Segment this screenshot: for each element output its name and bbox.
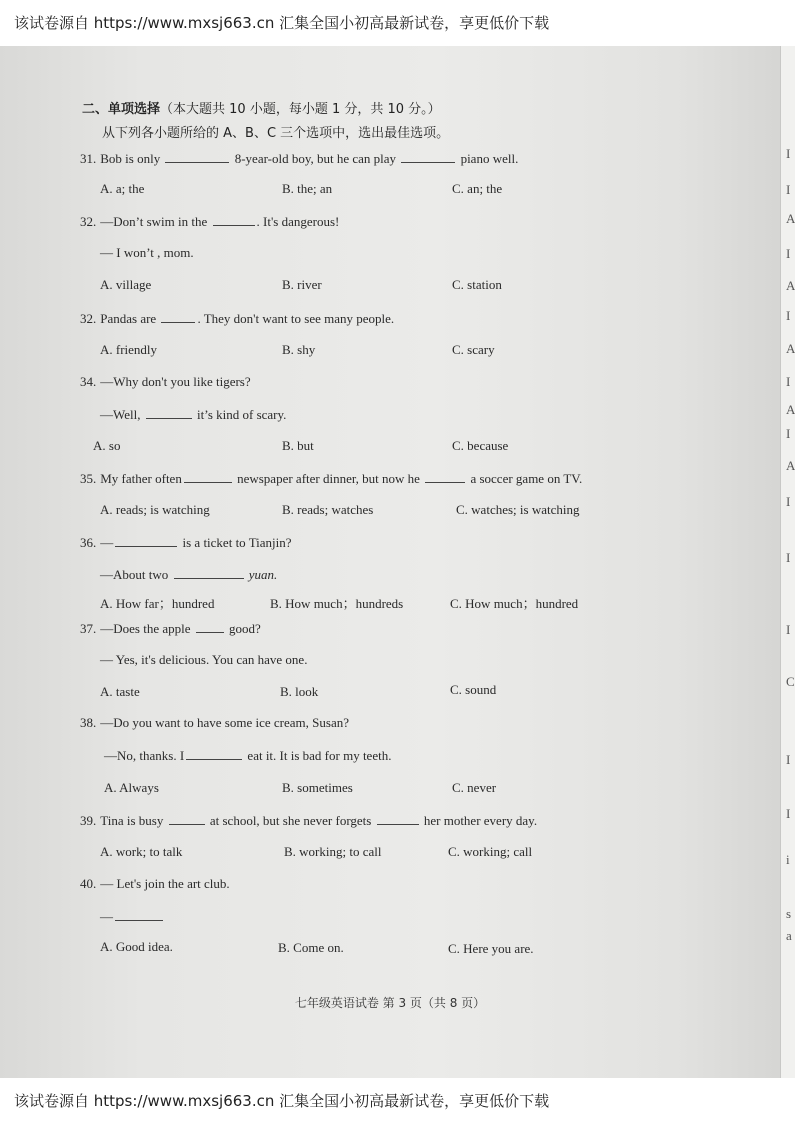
option-b: B. reads; watches <box>282 502 374 517</box>
question-38: 38. —Do you want to have some ice cream, Susan? <box>80 715 349 730</box>
edge-letter: i <box>786 852 790 867</box>
answer-blank <box>186 747 242 760</box>
source-banner-bottom: 该试卷源自 https://www.mxsj663.cn 汇集全国小初高最新试卷，享更低价下载 <box>0 1078 794 1124</box>
option-c: C. an; the <box>452 181 503 196</box>
question-34: 34. —Why don't you like tigers? <box>80 374 251 389</box>
edge-letter: A <box>786 458 795 473</box>
edge-letter: C <box>786 674 795 689</box>
section-heading <box>82 98 441 117</box>
page-footer: 七年级英语试卷 第 3 页（共 8 页） <box>294 996 486 1010</box>
answer-blank <box>377 812 419 825</box>
answer-blank <box>401 150 455 163</box>
question-35: 35. My father often newspaper after dinner, but now he a soccer game on TV. <box>80 471 583 486</box>
option-a: A. How far；hundred <box>100 596 215 611</box>
option-c: C. scary <box>452 342 495 357</box>
answer-blank <box>213 213 255 226</box>
edge-letter: I <box>786 146 791 161</box>
edge-letter: a <box>786 928 792 943</box>
option-b: B. Come on. <box>278 940 344 955</box>
answer-blank <box>146 406 192 419</box>
option-b: B. sometimes <box>282 780 353 795</box>
question-40-reply: — <box>100 908 165 925</box>
question-36: 36. — is a ticket to Tianjin? <box>80 535 292 550</box>
edge-letter: I <box>786 374 791 389</box>
option-b: B. How much；hundreds <box>270 596 404 611</box>
option-c: C. sound <box>450 682 497 697</box>
answer-blank <box>161 310 195 323</box>
question-31: 31. Bob is only 8-year-old boy, but he can play piano well. <box>80 151 519 166</box>
option-a: A. friendly <box>100 342 158 357</box>
edge-letter: A <box>786 341 795 356</box>
question-38-reply: —No, thanks. I eat it. It is bad for my teeth. <box>104 748 392 763</box>
answer-blank <box>425 470 465 483</box>
section-title: 二、单项选择 <box>82 102 161 117</box>
answer-blank <box>174 566 244 579</box>
question-37-reply: — Yes, it's delicious. You can have one. <box>100 652 308 667</box>
question-40: 40. — Let's join the art club. <box>80 876 230 891</box>
edge-letter: I <box>786 494 791 509</box>
option-b: B. shy <box>282 342 316 357</box>
option-b: B. the; an <box>282 181 333 196</box>
option-c: C. watches; is watching <box>456 502 580 517</box>
answer-blank <box>184 470 232 483</box>
option-c: C. working; call <box>448 844 533 859</box>
edge-letter: I <box>786 308 791 323</box>
option-b: B. but <box>282 438 314 453</box>
exam-paper <box>0 46 794 1078</box>
edge-letter: s <box>786 906 792 921</box>
option-c: C. never <box>452 780 497 795</box>
source-banner-top: 该试卷源自 https://www.mxsj663.cn 汇集全国小初高最新试卷，享更低价下载 <box>0 0 794 46</box>
edge-letter: I <box>786 182 791 197</box>
answer-blank <box>165 150 229 163</box>
option-a: A. Always <box>104 780 159 795</box>
answer-blank <box>115 534 177 547</box>
edge-letter: A <box>786 278 795 293</box>
answer-blank <box>169 812 205 825</box>
section-instruction: 从下列各小题所给的 A、B、C 三个选项中，选出最佳选项。 <box>102 126 450 141</box>
edge-letter: I <box>786 806 791 821</box>
edge-letter: A <box>786 402 795 417</box>
option-a: A. reads; is watching <box>100 502 210 517</box>
answer-blank <box>196 620 224 633</box>
question-32-reply: — I won’t , mom. <box>100 245 194 260</box>
question-37: 37. —Does the apple good? <box>80 621 261 636</box>
option-a: A. taste <box>100 684 140 699</box>
option-a: A. a; the <box>100 181 145 196</box>
question-32: 32. —Don’t swim in the . It's dangerous! <box>80 214 340 229</box>
option-a: A. work; to talk <box>100 844 183 859</box>
option-c: C. because <box>452 438 509 453</box>
answer-blank <box>115 908 163 921</box>
option-b: B. working; to call <box>284 844 382 859</box>
option-c: C. How much；hundred <box>450 596 579 611</box>
edge-letter: I <box>786 550 791 565</box>
option-c: C. Here you are. <box>448 941 534 956</box>
section-note: （本大题共 10 小题，每小题 1 分，共 10 分。） <box>160 102 441 117</box>
option-c: C. station <box>452 277 502 292</box>
edge-letter: A <box>786 211 795 226</box>
question-33: 32. Pandas are . They don't want to see many people. <box>80 311 395 326</box>
question-36-reply: —About two yuan. <box>100 567 278 582</box>
option-b: B. look <box>280 684 319 699</box>
option-b: B. river <box>282 277 322 292</box>
edge-letter: I <box>786 752 791 767</box>
option-a: A. village <box>100 277 152 292</box>
edge-letter: I <box>786 622 791 637</box>
question-39: 39. Tina is busy at school, but she never forgets her mother every day. <box>80 813 538 828</box>
question-34-reply: —Well, it’s kind of scary. <box>100 407 287 422</box>
edge-letter: I <box>786 246 791 261</box>
option-a: A. Good idea. <box>100 939 173 954</box>
option-a: A. so <box>93 438 121 453</box>
edge-letter: I <box>786 426 791 441</box>
